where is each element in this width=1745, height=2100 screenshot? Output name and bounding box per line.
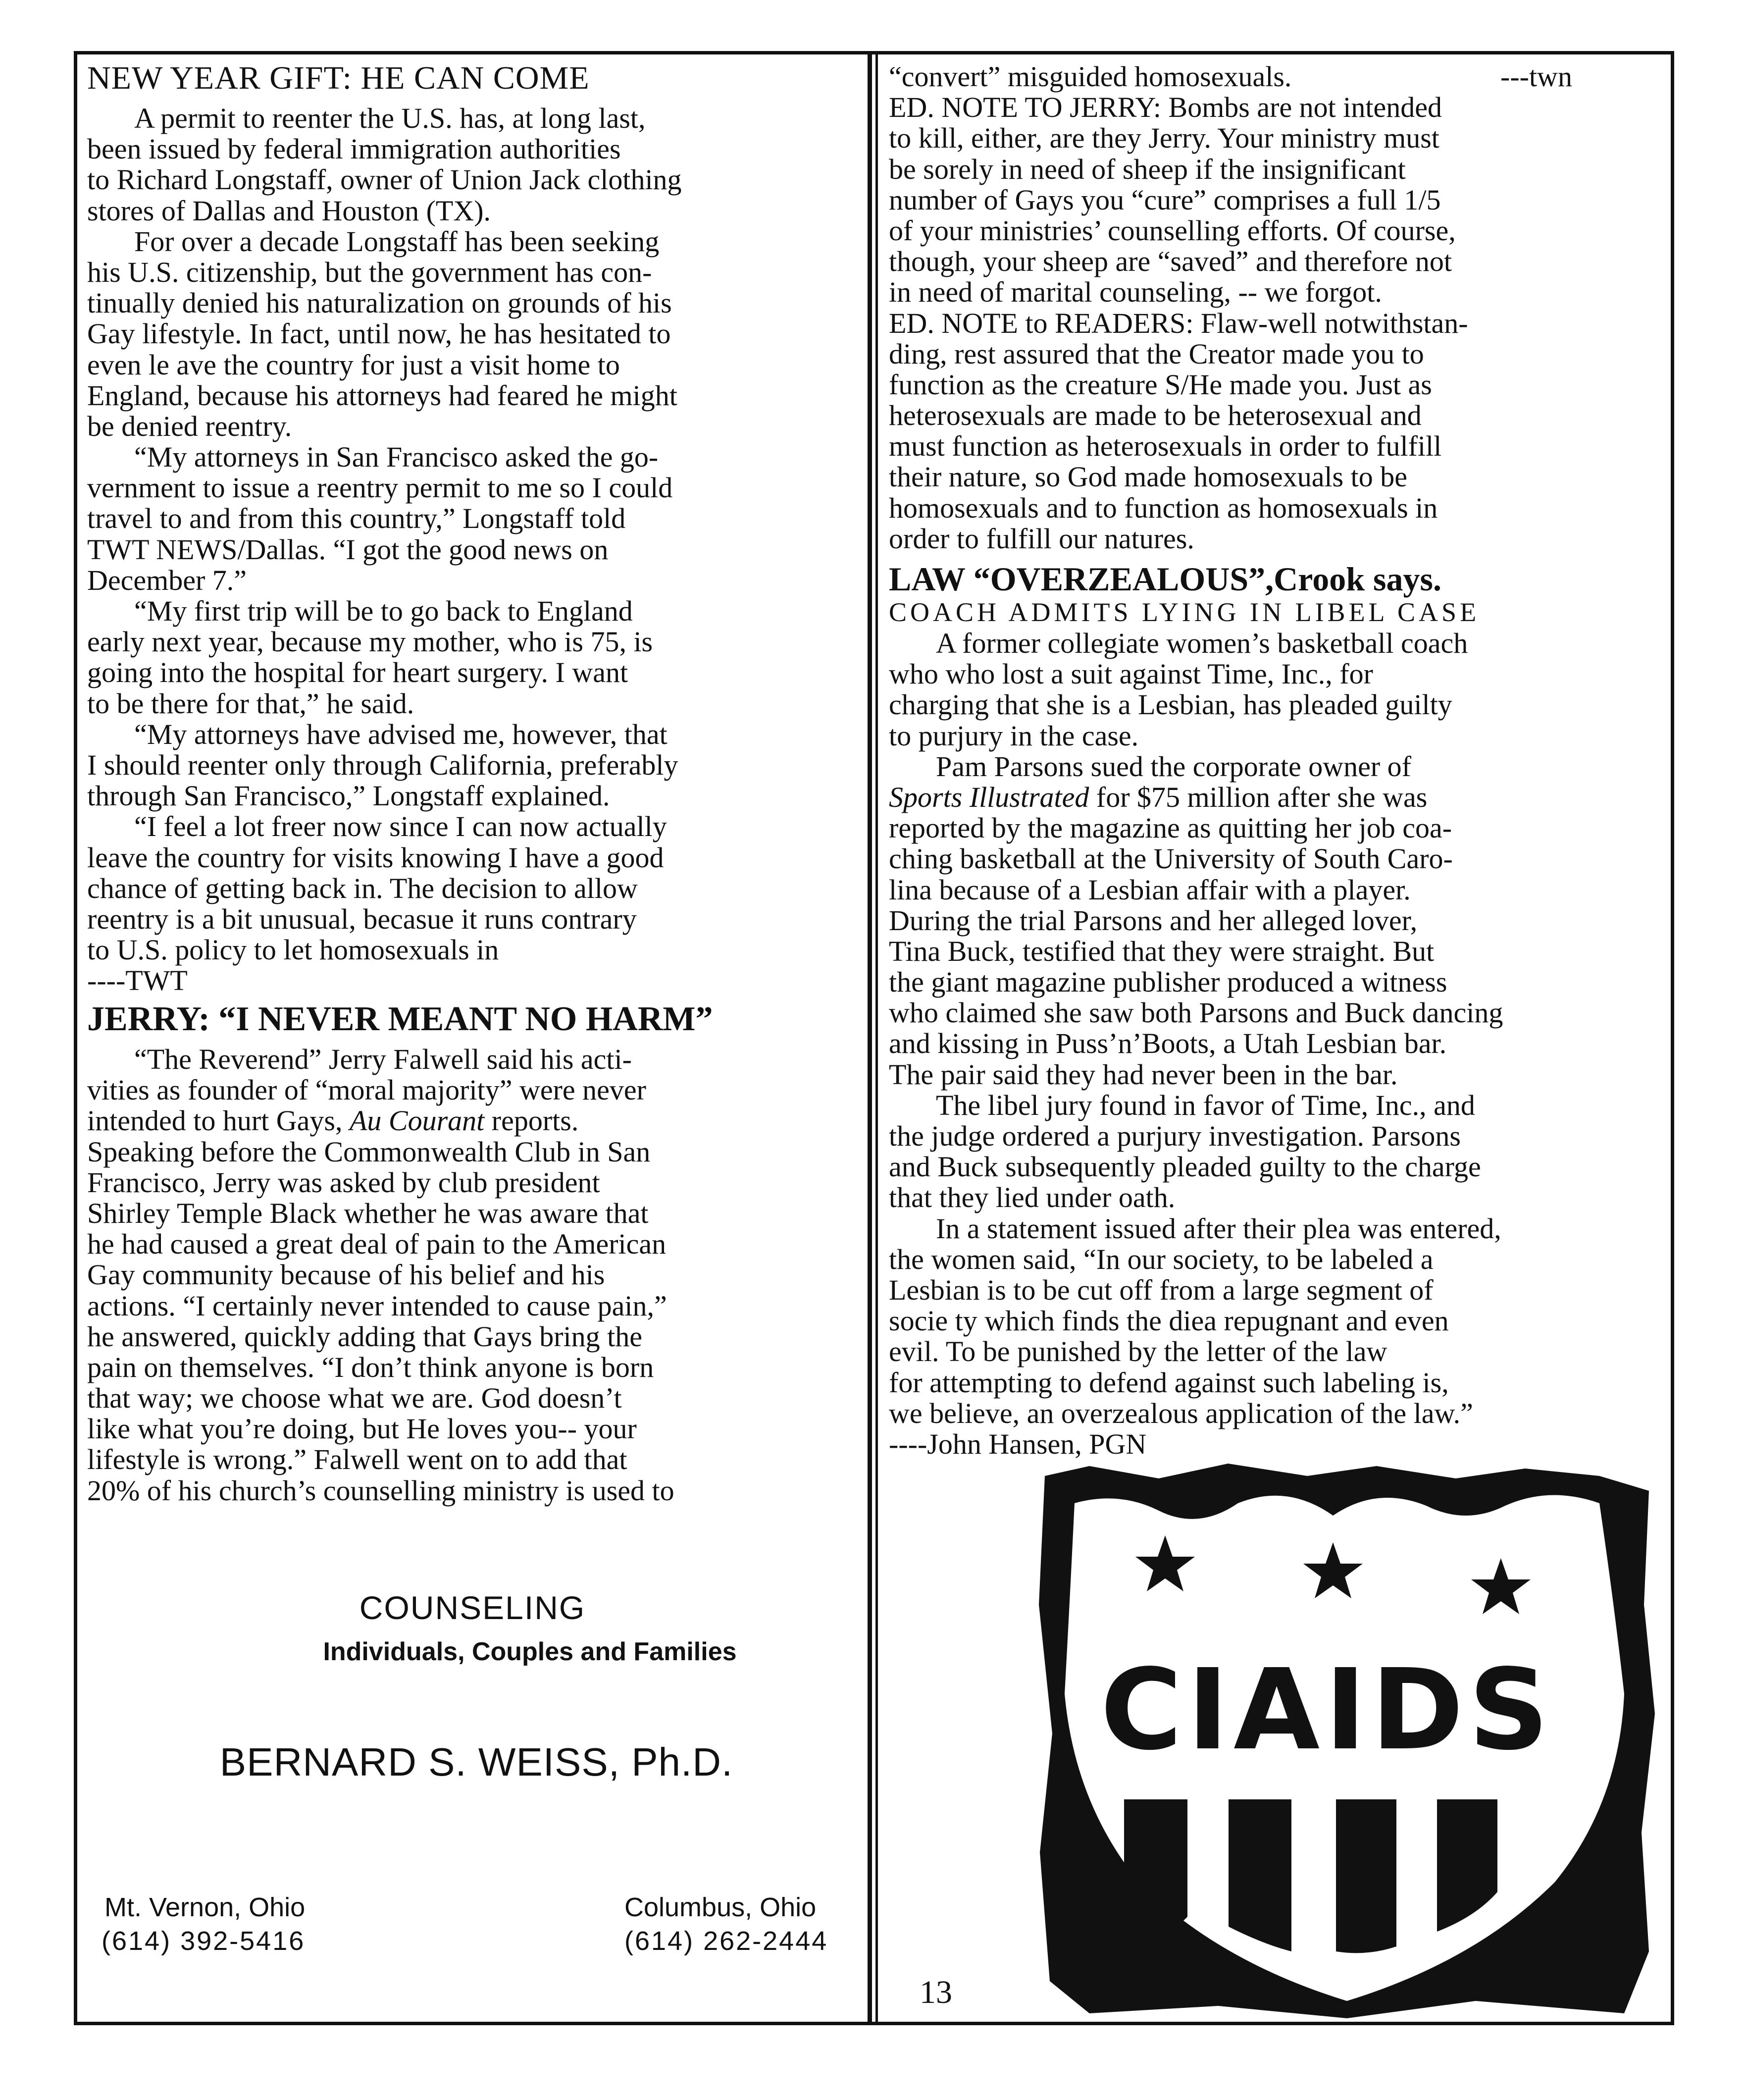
article-headline: NEW YEAR GIFT: HE CAN COME [87,60,590,96]
text-line: Shirley Temple Black whether he was aware that [87,1197,649,1229]
text-line: be sorely in need of sheep if the insignificant [889,153,1406,185]
text-line: to be there for that,” he said. [87,687,414,720]
text-line: Speaking before the Commonwealth Club in San [87,1135,651,1168]
text-line: ----TWT [87,964,188,997]
text-line: that way; we choose what we are. God doesn’t [87,1382,622,1415]
text-line: though, your sheep are “saved” and therefore not [889,245,1452,278]
article-subheadline: COACH ADMITS LYING IN LIBEL CASE [889,597,1480,627]
text-line: order to fulfill our natures. [889,522,1194,555]
text-line: The pair said they had never been in the bar. [889,1058,1398,1091]
text-line: the giant magazine publisher produced a witness [889,966,1447,998]
text-line: who who lost a suit against Time, Inc., for [889,658,1373,690]
text-line: “My first trip will be to go back to England [134,595,633,627]
text-line: the judge ordered a purjury investigation. Parsons [889,1120,1461,1152]
text-segment: reports. [484,1104,579,1137]
text-line: who claimed she saw both Parsons and Buck dancing [889,997,1503,1029]
text-line: function as the creature S/He made you. Just as [889,368,1432,401]
text-line: Tina Buck, testified that they were straight. But [889,935,1435,967]
text-line: for attempting to defend against such labeling is, [889,1366,1449,1399]
text-line: 20% of his church’s counselling ministry is used to [87,1474,674,1507]
text-line: leave the country for visits knowing I have a good [87,841,664,874]
text-segment: for $75 million after she was [1089,781,1428,813]
ciaids-shield-logo [1030,1456,1664,2026]
text-line: ----John Hansen, PGN [889,1427,1147,1460]
text-line: A former collegiate women’s basketball coach [936,627,1468,659]
text-line: socie ty which finds the diea repugnant and even [889,1305,1449,1337]
text-line: reentry is a bit unusual, becasue it runs contrary [87,902,637,935]
text-line: actions. “I certainly never intended to cause pain,” [87,1289,667,1322]
ad-office-phone: (614) 262-2444 [624,1926,828,1956]
article-body [87,103,682,996]
text-line: homosexuals and to function as homosexuals in [889,491,1438,524]
text-line: early next year, because my mother, who is 75, is [87,626,653,658]
text-line: Francisco, Jerry was asked by club president [87,1166,600,1199]
text-line: the women said, “In our society, to be labeled a [889,1243,1434,1275]
text-line: lifestyle is wrong.” Falwell went on to add that [87,1443,627,1476]
text-line: “I feel a lot freer now since I can now actually [134,810,667,843]
text-line: During the trial Parsons and her alleged lover, [889,904,1418,937]
text-line: travel to and from this country,” Longstaff told [87,502,626,535]
text-line: to kill, either, are they Jerry. Your ministry must [889,122,1439,155]
ad-office-city: Columbus, Ohio [624,1892,817,1922]
article-headline: JERRY: “I NEVER MEANT NO HARM” [87,1000,713,1038]
text-line: “convert” misguided homosexuals. [889,60,1292,93]
shield-stripe [1336,1799,1396,1953]
text-line: Gay community because of his belief and his [87,1259,605,1291]
shield-stripe [1124,1799,1187,1934]
text-line: number of Gays you “cure” comprises a full 1/5 [889,183,1441,216]
text-line: ED. NOTE to READERS: Flaw-well notwithstan- [889,307,1468,339]
text-line: been issued by federal immigration authorities [87,133,621,165]
text-line: we believe, an overzealous application of the law.” [889,1397,1473,1429]
ad-office-phone: (614) 392-5416 [102,1926,306,1956]
text-line: to Richard Longstaff, owner of Union Jack clothing [87,163,682,196]
editor-sign-off: ---twn [1500,60,1572,93]
text-line: ching basketball at the University of South Caro- [889,842,1453,875]
text-line [889,782,1503,813]
text-line: Lesbian is to be cut off from a large segment of [889,1273,1434,1306]
ad-subtitle: Individuals, Couples and Families [323,1637,737,1666]
text-line: “My attorneys have advised me, however, that [134,718,667,750]
text-line: tinually denied his naturalization on grounds of his [87,287,672,319]
text-line: must function as heterosexuals in order to fulfill [889,430,1442,463]
ad-title: COUNSELING [359,1589,586,1626]
text-line: to U.S. policy to let homosexuals in [87,934,499,966]
text-line: I should reenter only through California, preferably [87,748,678,781]
text-line: TWT NEWS/Dallas. “I got the good news on [87,533,609,566]
text-line: be denied reentry. [87,410,292,442]
ad-office-city: Mt. Vernon, Ohio [104,1892,306,1922]
text-line: through San Francisco,” Longstaff explained. [87,780,610,812]
column-divider [868,51,872,2025]
text-line: that they lied under oath. [889,1181,1176,1214]
text-line: ED. NOTE TO JERRY: Bombs are not intended [889,91,1442,124]
text-line: chance of getting back in. The decision to allow [87,872,638,904]
text-line: he had caused a great deal of pain to the American [87,1228,667,1260]
text-line: like what you’re doing, but He loves you-- your [87,1413,637,1445]
text-line: Pam Parsons sued the corporate owner of [936,750,1411,783]
text-line: going into the hospital for heart surgery. I want [87,656,628,689]
text-line: his U.S. citizenship, but the government has con- [87,256,652,288]
text-line: pain on themselves. “I don’t think anyone is born [87,1351,654,1383]
text-line: “The Reverend” Jerry Falwell said his acti- [134,1043,632,1075]
text-line: even le ave the country for just a visit home to [87,348,620,381]
text-line: heterosexuals are made to be heterosexual and [889,399,1422,432]
text-line: England, because his attorneys had feared he might [87,379,677,412]
page-number: 13 [920,1974,952,2010]
text-line: vities as founder of “moral majority” were never [87,1074,646,1106]
text-line: Gay lifestyle. In fact, until now, he has hesitated to [87,317,671,350]
text-line: vernment to issue a reentry permit to me so I could [87,472,673,504]
text-line: and Buck subsequently pleaded guilty to the charge [889,1151,1481,1183]
text-line: December 7.” [87,564,247,596]
ad-name: BERNARD S. WEISS, Ph.D. [219,1740,733,1784]
logo-text: CIAIDS [1100,1645,1554,1775]
article-headline: LAW “OVERZEALOUS”,Crook says. [889,560,1441,598]
text-line: The libel jury found in favor of Time, Inc., and [936,1089,1475,1121]
text-line: to purjury in the case. [889,719,1139,752]
text-line: “My attorneys in San Francisco asked the go- [134,441,659,473]
text-line: charging that she is a Lesbian, has pleaded guilty [889,688,1452,721]
text-line: For over a decade Longstaff has been seeking [134,225,660,258]
article-body [889,628,1503,1460]
text-line: in need of marital counseling, -- we forgot. [889,276,1382,309]
article-body [87,1044,674,1506]
text-line: and kissing in Puss’n’Boots, a Utah Lesbian bar. [889,1027,1447,1060]
editor-notes [889,61,1468,554]
shield-stripe [1229,1799,1291,1951]
text-line: ding, rest assured that the Creator made you to [889,337,1424,370]
text-line: of your ministries’ counselling efforts. Of course, [889,214,1456,247]
text-line: In a statement issued after their plea was entered, [936,1212,1501,1245]
text-line: reported by the magazine as quitting her job coa- [889,812,1452,844]
text-segment: intended to hurt Gays, [87,1104,350,1137]
text-line: stores of Dallas and Houston (TX). [87,194,491,227]
text-line [87,1105,674,1136]
text-line: lina because of a Lesbian affair with a player. [889,873,1411,906]
column-divider [875,51,878,2025]
text-line: A permit to reenter the U.S. has, at long last, [134,102,646,134]
text-line: evil. To be punished by the letter of the law [889,1335,1387,1368]
text-line: he answered, quickly adding that Gays bring the [87,1320,643,1353]
text-line: their nature, so God made homosexuals to be [889,461,1407,493]
italic-title: Sports Illustrated [889,781,1089,813]
italic-title: Au Courant [349,1104,485,1137]
